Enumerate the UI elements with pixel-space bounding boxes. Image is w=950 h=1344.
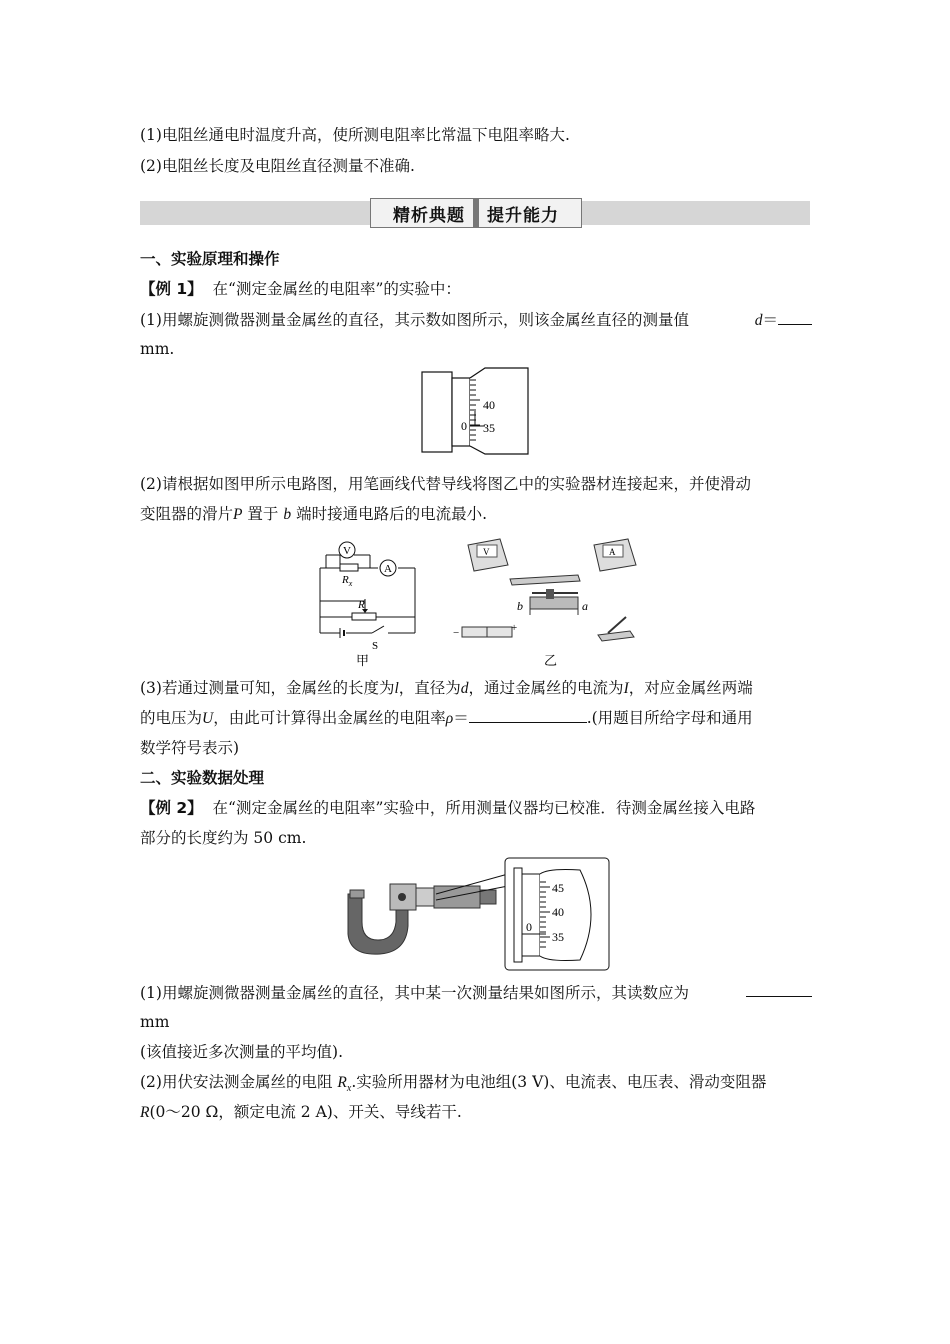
q22-var-r2: R (140, 1104, 150, 1121)
q1-var-d: d (754, 312, 763, 329)
micrometer-figure-1 (420, 366, 532, 458)
question2-2-line2 (140, 1101, 462, 1124)
q1-eq: ＝ (762, 311, 778, 329)
apparatus-ammeter (594, 539, 636, 571)
apparatus-wire-board (510, 575, 580, 585)
fig1-sleeve-left (422, 372, 452, 452)
example2-tag: 【例 2】 (140, 799, 203, 817)
fig1-sleeve (452, 378, 470, 446)
q21-answer-blank (746, 982, 812, 997)
question1-3-line1 (140, 677, 812, 700)
q21-text: (1)用螺旋测微器测量金属丝的直径，其中某一次测量结果如图所示，其读数应为 (140, 984, 689, 1002)
q2-var-b: b (283, 506, 292, 523)
q2-text-b: 置于 (247, 505, 279, 523)
example2-line1 (140, 797, 755, 819)
inset-label-40: 40 (552, 905, 564, 919)
inset-thimble (540, 870, 591, 961)
q3-var-l: l (394, 680, 399, 697)
battery-minus-label: − (453, 627, 460, 639)
q3-answer-blank (469, 708, 587, 723)
q1-unit: mm. (140, 340, 175, 358)
q22-text-a: (2)用伏安法测金属丝的电阻 (140, 1073, 333, 1091)
q3-line2-text-b: ，由此可计算得出金属丝的电阻率 (213, 709, 446, 727)
caption-jia: 甲 (356, 653, 370, 668)
rheostat-r (352, 613, 376, 620)
apparatus-b-label: b (517, 599, 523, 613)
fig1-label-35: 35 (483, 421, 495, 435)
section1-heading: 一、实验原理和操作 (140, 250, 280, 268)
q3-var-rho: ρ (445, 710, 454, 727)
apparatus-battery (462, 627, 512, 637)
rx-label: $R_x$ (342, 574, 353, 588)
circuit-figure (310, 535, 650, 670)
question2-1-line1 (140, 982, 812, 1004)
example1-tag: 【例 1】 (140, 280, 203, 298)
apparatus-switch (598, 617, 634, 641)
q1-answer-blank (778, 310, 812, 325)
apparatus-v-label: V (483, 547, 490, 557)
q3-text-a: (3)若通过测量可知，金属丝的长度为 (140, 679, 395, 697)
q3-line2-text-c: .(用题目所给字母和通用 (586, 709, 753, 727)
question2-1-line2: mm (140, 1013, 170, 1031)
circuit-diagram (320, 555, 415, 633)
fig1-label-40: 40 (483, 398, 495, 412)
question1-2-line1: (2)请根据如图甲所示电路图，用笔画线代替导线将图乙中的实验器材连接起来，并使滑动 (140, 475, 751, 493)
q22-line2-text: (0～20 Ω，额定电流 2 A)、开关、导线若干. (149, 1103, 462, 1121)
resistor-rx (340, 564, 358, 571)
switch-label: S (372, 640, 379, 652)
section-banner (140, 198, 810, 228)
fig1-thimble (470, 368, 528, 454)
q3-var-d: d (460, 680, 469, 697)
inset-label-35: 35 (552, 930, 564, 944)
q3-text-b: ，直径为 (398, 679, 461, 697)
q2-text-a: 变阻器的滑片 (140, 505, 234, 523)
q22-text-b: .实验所用器材为电池组(3 V)、电流表、电压表、滑动变阻器 (351, 1073, 767, 1091)
inset-label-45: 45 (552, 881, 564, 895)
question1-1 (140, 309, 812, 332)
q3-eq: ＝ (453, 709, 469, 727)
question1-2-line2 (140, 503, 487, 526)
q3-text-c: ，通过金属丝的电流为 (468, 679, 624, 697)
question1-3-line3: 数学符号表示) (140, 739, 240, 757)
banner-box (370, 198, 582, 228)
example1-intro (140, 278, 461, 300)
section2-heading: 二、实验数据处理 (140, 769, 265, 787)
q22-var-r: $R_x$ (337, 1074, 352, 1095)
example1-text: 在“测定金属丝的电阻率”的实验中： (212, 280, 461, 298)
micrometer-figure-2 (340, 856, 612, 974)
question1-3-line2 (140, 707, 753, 730)
intro-item-1: (1)电阻丝通电时温度升高，使所测电阻率比常温下电阻率略大. (140, 126, 570, 144)
inset-frame-edge (514, 868, 522, 962)
apparatus-a-label: A (609, 547, 616, 557)
apparatus-a-end-label: a (582, 599, 588, 613)
rheostat-label: R (358, 599, 365, 611)
question2-1-line3: (该值接近多次测量的平均值). (140, 1043, 344, 1061)
battery-plus-label: + (511, 622, 518, 634)
q2-text-c: 端时接通电路后的电流最小. (296, 505, 487, 523)
apparatus-rheostat (530, 589, 578, 615)
voltmeter-label: V (343, 545, 351, 557)
ammeter-label: A (384, 563, 392, 575)
banner-right-text: 提升能力 (487, 205, 559, 226)
q3-var-i: I (623, 680, 629, 697)
example2-line2: 部分的长度约为 50 cm. (140, 829, 307, 847)
fig1-label-0: 0 (461, 419, 467, 433)
q1-text: (1)用螺旋测微器测量金属丝的直径，其示数如图所示，则该金属丝直径的测量值 (140, 311, 689, 329)
banner-left-text: 精析典题 (393, 205, 465, 226)
q3-text-d: ，对应金属丝两端 (628, 679, 753, 697)
question2-2-line1 (140, 1071, 766, 1100)
micrometer-photo (348, 884, 496, 954)
q3-var-u: U (202, 710, 214, 727)
example2-text: 在“测定金属丝的电阻率”实验中，所用测量仪器均已校准．待测金属丝接入电路 (212, 799, 756, 817)
intro-item-2: (2)电阻丝长度及电阻丝直径测量不准确. (140, 157, 415, 175)
q2-var-p: P (233, 506, 243, 523)
q3-line2-text-a: 的电压为 (140, 709, 203, 727)
caption-yi: 乙 (544, 653, 558, 668)
inset-label-0: 0 (526, 920, 532, 934)
apparatus-voltmeter (468, 539, 508, 571)
